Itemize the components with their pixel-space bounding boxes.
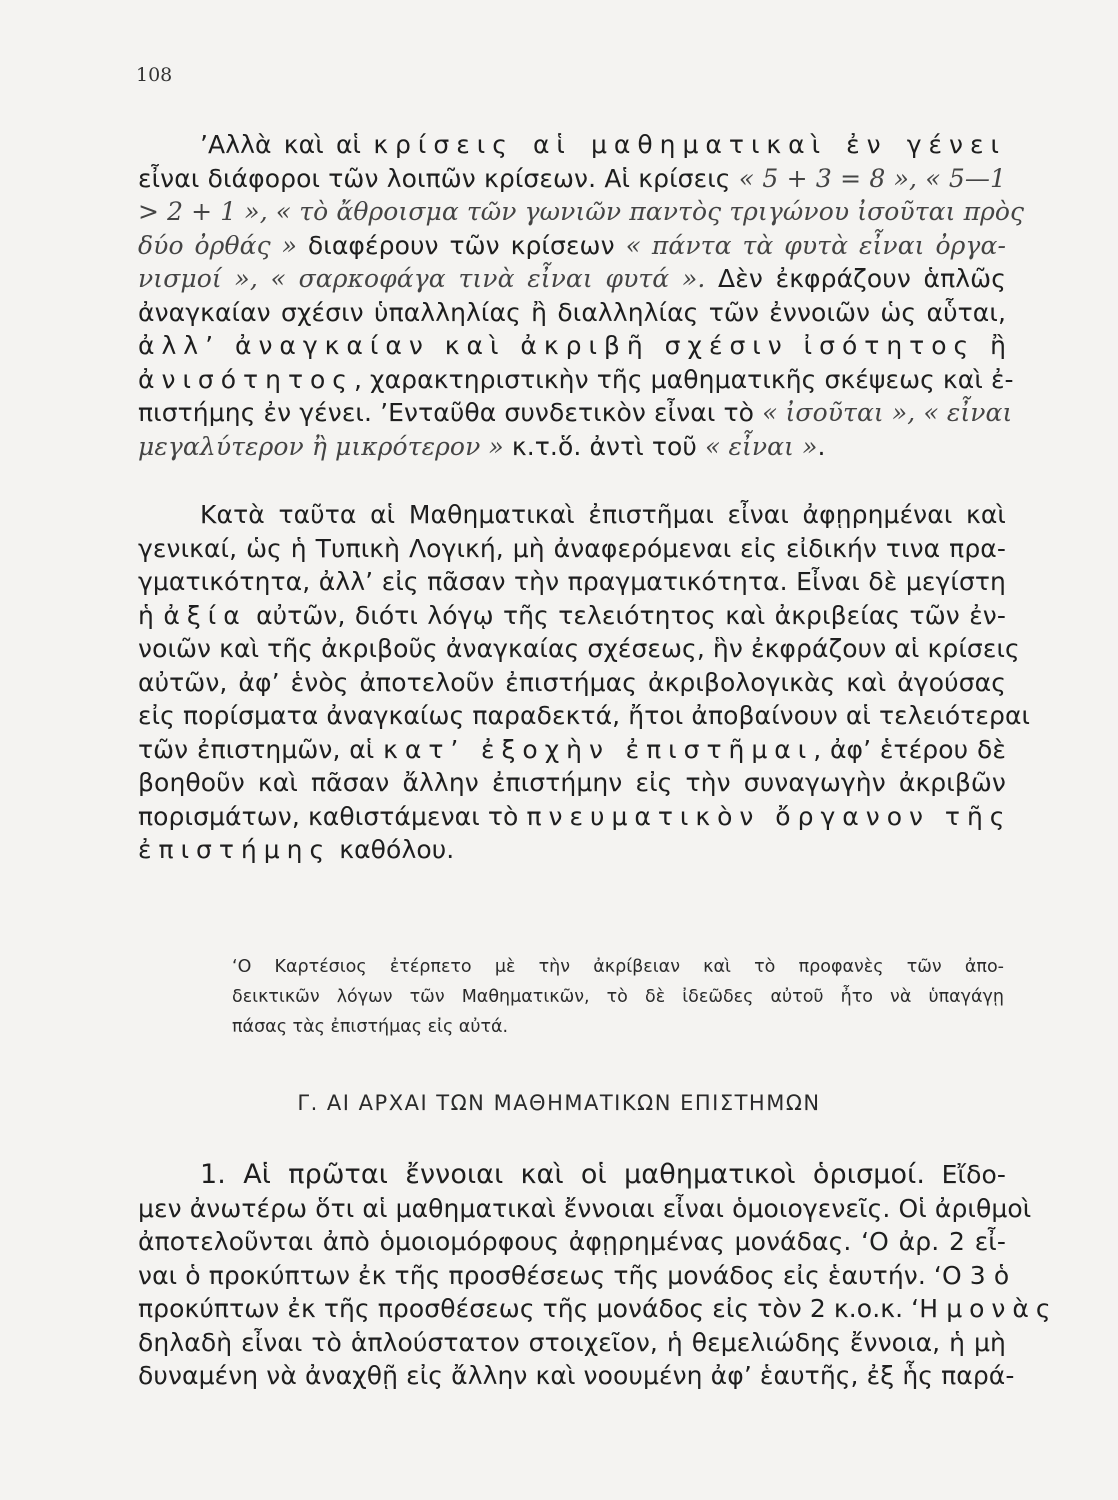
text-line: δηλαδὴ εἶναι τὸ ἁπλούστατον στοιχεῖον, ἡ θεμελιώδης ἔννοια, ἡ μὴ [138,1327,1006,1357]
paragraph-mathematical-judgments [138,128,1025,463]
text-line: νισμοί », « σαρκοφάγα τινὰ εἶναι φυτά ». Δὲν ἐκφράζουν ἁπλῶς [138,264,1006,293]
text-line: εἰς πορίσματα ἀναγκαίως παραδεκτά, ἤτοι ἀποβαίνουν αἱ τελειότεραι [138,701,1031,730]
text-line: 1. Αἱ πρῶται ἔννοιαι καὶ οἱ μαθηματικοὶ ὁρισμοί. Εἴδο- [200,1159,1007,1190]
text-line: ἀναγκαίαν σχέσιν ὑπαλληλίας ἢ διαλληλίας τῶν ἐννοιῶν ὡς αὗται, [138,297,1006,327]
section-title: Γ. ΑΙ ΑΡΧΑΙ ΤΩΝ ΜΑΘΗΜΑΤΙΚΩΝ ΕΠΙΣΤΗΜΩΝ [297,1091,821,1115]
text-line: μεν ἀνωτέρω ὅτι αἱ μαθηματικαὶ ἔννοιαι εἶναι ὁμοιογενεῖς. Οἱ ἀριθμοὶ [138,1193,1032,1223]
text-line: δύο ὀρθάς » διαφέρουν τῶν κρίσεων « πάντα τὰ φυτὰ εἶναι ὀργα- [138,230,1006,260]
footnote-line: πάσας τὰς ἐπιστήμας εἰς αὐτά. [232,1017,509,1037]
footnote [232,952,1004,1042]
text-line: ἡ ἀξία αὐτῶν, διότι λόγῳ τῆς τελειότητος καὶ ἀκριβείας τῶν ἐν- [138,600,1006,630]
text-line: ἀλλ’ ἀναγκαίαν καὶ ἀκριβῆ σχέσιν ἰσότητος ἢ [138,331,1013,360]
text-line: ’Αλλὰ καὶ αἱ κρίσεις αἱ μαθηματικαὶ ἐν γένει [200,130,1006,159]
text-line: νοιῶν καὶ τῆς ἀκριβοῦς ἀναγκαίας σχέσεως, ἣν ἐκφράζουν αἱ κρίσεις [138,634,1020,663]
text-line: ναι ὁ προκύπτων ἐκ τῆς προσθέσεως τῆς μονάδος εἰς ἑαυτήν. ‘Ο 3 ὁ [138,1260,1010,1290]
text-line: ἀποτελοῦνται ἀπὸ ὁμοιομόρφους ἀφῃρημένας μονάδας. ‘Ο ἀρ. 2 εἶ- [138,1227,1006,1256]
text-line: μεγαλύτερον ἢ μικρότερον » κ.τ.ὅ. ἀντὶ τοῦ « εἶναι ». [138,431,826,461]
footnote-line: δεικτικῶν λόγων τῶν Μαθηματικῶν, τὸ δὲ ἰδεῶδες αὐτοῦ ἦτο νὰ ὑπαγάγῃ [232,987,1004,1007]
text-line: πορισμάτων, καθιστάμεναι τὸ πνευματικὸν ὄργανον τῆς [138,801,1012,831]
text-line: βοηθοῦν καὶ πᾶσαν ἄλλην ἐπιστήμην εἰς τὴν συναγωγὴν ἀκριβῶν [138,768,1006,797]
footnote-line: ‘Ο Καρτέσιος ἐτέρπετο μὲ τὴν ἀκρίβειαν καὶ τὸ προφανὲς τῶν ἀπο- [232,957,1004,977]
text-line: προκύπτων ἐκ τῆς προσθέσεως τῆς μονάδος εἰς τὸν 2 κ.ο.κ. ‘Η μονὰς [138,1294,1058,1323]
text-line: αὐτῶν, ἀφ’ ἑνὸς ἀποτελοῦν ἐπιστήμας ἀκριβολογικὰς καὶ ἀγούσας [138,667,1006,697]
page-number: 108 [136,64,173,86]
text-line: εἶναι διάφοροι τῶν λοιπῶν κρίσεων. Αἱ κρίσεις « 5 + 3 = 8 », « 5—1 [138,163,1006,193]
subsection-heading: 1. Αἱ πρῶται ἔννοιαι καὶ οἱ μαθηματικοὶ ὁρισμοί. [200,1159,926,1190]
subsection-first-concepts [138,1158,1058,1393]
text-line: γενικαί, ὡς ἡ Τυπικὴ Λογική, μὴ ἀναφερόμεναι εἰς εἰδικήν τινα πρα- [138,533,1006,563]
text-line: ἐπιστήμης καθόλου. [138,835,455,864]
text-line: τῶν ἐπιστημῶν, αἱ κατ’ ἐξοχὴν ἐπιστῆμαι, ἀφ’ ἑτέρου δὲ [138,734,1006,764]
text-line: Κατὰ ταῦτα αἱ Μαθηματικαὶ ἐπιστῆμαι εἶναι ἀφῃρημέναι καὶ [200,500,1006,529]
text-line: δυναμένη νὰ ἀναχθῇ εἰς ἄλλην καὶ νοουμένη ἀφ’ ἑαυτῆς, ἐξ ἧς παρά- [138,1361,1015,1390]
text-line: ἀνισότητος, χαρακτηριστικὴν τῆς μαθηματικῆς σκέψεως καὶ ἐ- [138,364,1014,394]
text-line: > 2 + 1 », « τὸ ἄθροισμα τῶν γωνιῶν παντὸς τριγώνου ἰσοῦται πρὸς [138,197,1025,226]
paragraph-abstract-sciences [138,498,1031,867]
text-line: πιστήμης ἐν γένει. ’Ενταῦθα συνδετικὸν εἶναι τὸ « ἰσοῦται », « εἶναι [138,398,1013,427]
text-line: γματικότητα, ἀλλ’ εἰς πᾶσαν τὴν πραγματικότητα. Εἶναι δὲ μεγίστη [138,567,1006,596]
